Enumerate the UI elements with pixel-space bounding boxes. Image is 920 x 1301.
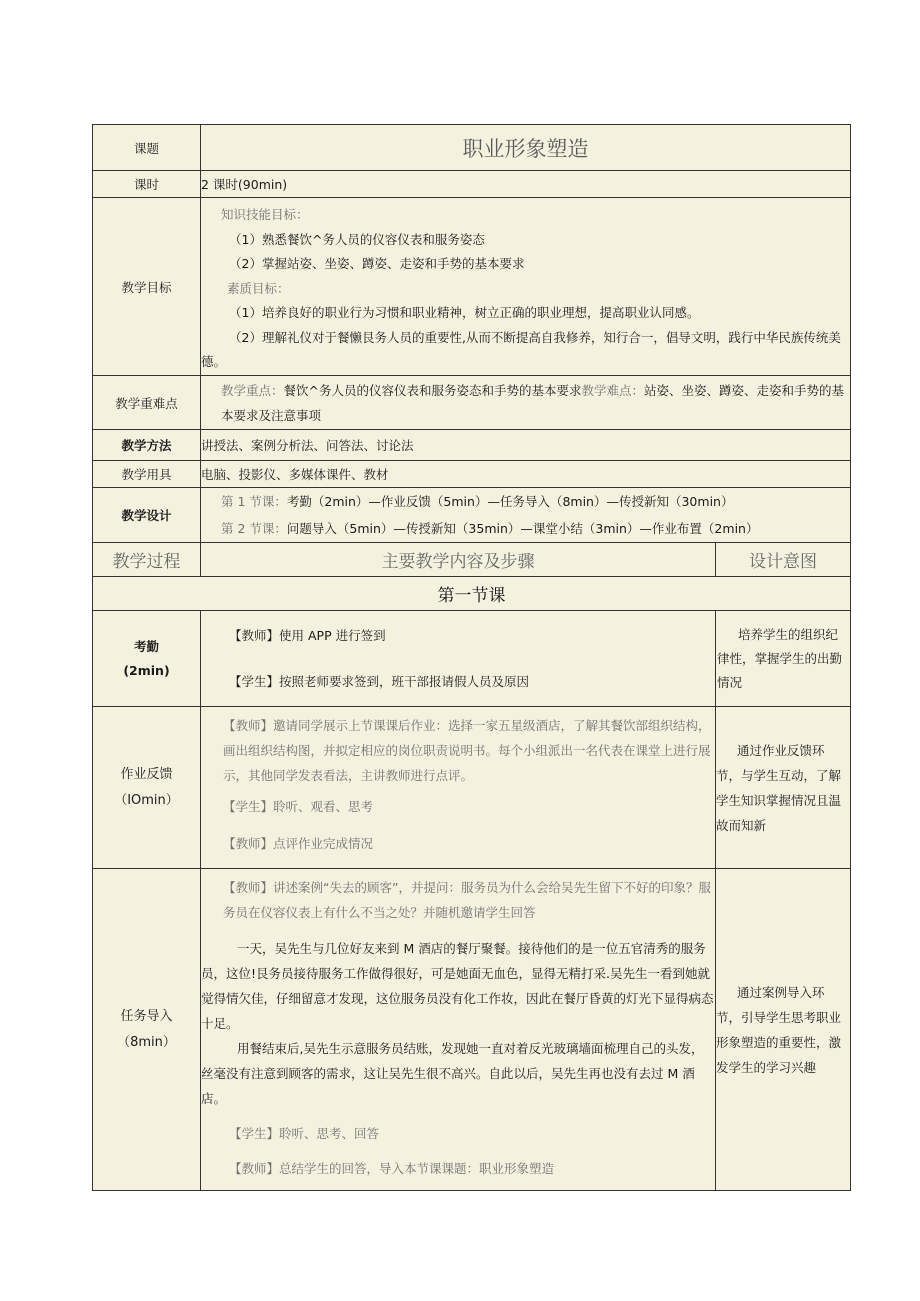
lesson-plan-table: [92, 124, 851, 1191]
tools-value: 电脑、投影仪、多媒体课件、教材: [201, 461, 851, 488]
homework-label: [93, 707, 201, 869]
methods-label: 教学方法: [93, 430, 201, 461]
homework-intent: 通过作业反馈环节，与学生互动，了解学生知识掌握情况且温故而知新: [716, 707, 851, 869]
attendance-content: [201, 611, 716, 707]
key-points-label: 教学重难点: [93, 376, 201, 430]
homework-duration: （IOmin）: [114, 792, 179, 808]
knowledge-item: （1）熟悉餐饮^务人员的仪容仪表和服务姿态: [229, 231, 485, 247]
homework-teacher-task: 【教师】邀请同学展示上节课课后作业：选择一家五星级酒店，了解其餐饮部组织结构，画出组织结构图，并拟定相应的岗位职责说明书。每个小组派出一名代表在课堂上进行展示，其他同学发表看法，主讲教师进行点评。: [223, 718, 711, 783]
focus-label: 教学重点：: [221, 382, 284, 398]
attendance-student: 【学生】按照老师要求签到，班干部报请假人员及原因: [229, 673, 530, 689]
task-teacher-question: 【教师】讲述案例“失去的顾客”，并提问：服务员为什么会给吴先生留下不好的印象？服务员在仪容仪表上有什么不当之处？并随机邀请学生回答: [223, 880, 711, 920]
task-intent: 通过案例导入环节，引导学生思考职业形象塑造的重要性，激发学生的学习兴趣: [716, 869, 851, 1191]
quality-heading: 素质目标：: [227, 280, 290, 296]
quality-item: （1）培养良好的职业行为习惯和职业精神，树立正确的职业理想，提高职业认同感。: [229, 305, 700, 320]
hours-label: 课时: [93, 171, 201, 198]
design-content: [201, 488, 851, 543]
knowledge-heading: 知识技能目标：: [221, 207, 309, 222]
lesson2-label: 第 2 节课：: [221, 521, 287, 536]
homework-content: [201, 707, 716, 869]
homework-name: 作业反馈: [120, 766, 173, 782]
lesson1-plan: [221, 488, 850, 515]
attendance-duration: (2min): [123, 662, 170, 678]
design-label: 教学设计: [93, 488, 201, 543]
difficulty-label: 教学难点：: [581, 382, 645, 398]
attendance-label: [93, 611, 201, 707]
knowledge-item: （2）掌握站姿、坐姿、蹲姿、走姿和手势的基本要求: [229, 256, 525, 271]
task-content: [201, 869, 716, 1191]
process-header: 教学过程: [93, 543, 201, 577]
task-name: 任务导入: [120, 1008, 173, 1024]
attendance-teacher: 【教师】使用 APP 进行签到: [229, 627, 386, 643]
task-story-part2: 用餐结束后,吴先生示意服务员结账，发现她一直对着反光玻璃墙面梳理自己的头发，丝毫没有注意到顾客的需求，这让吴先生很不高兴。自此以后，吴先生再也没有去过 M 酒店。: [201, 1041, 704, 1106]
course-title: 职业形象塑造: [201, 125, 851, 171]
task-teacher-summary: 【教师】总结学生的回答，导入本节课课题：职业形象塑造: [229, 1161, 555, 1176]
methods-value: 讲授法、案例分析法、问答法、讨论法: [201, 430, 851, 461]
section-title: 第一节课: [93, 577, 851, 611]
lesson2-plan: [221, 515, 850, 542]
task-student: 【学生】聆听、思考、回答: [229, 1126, 380, 1141]
intent-header: 设计意图: [716, 543, 851, 577]
course-label: 课题: [93, 125, 201, 171]
attendance-intent: 培养学生的组织纪律性，掌握学生的出勤情况: [716, 611, 851, 707]
key-points-content: [201, 376, 851, 430]
objectives-label: 教学目标: [93, 198, 201, 376]
hours-value: 2 课时(90min): [201, 171, 851, 198]
lesson2-flow: 问题导入（5min）—传授新知（35min）—课堂小结（3min）—作业布置（2min）: [286, 521, 759, 536]
quality-item: （2）理解礼仪对于餐懒艮务人员的重要性,从而不断提高自我修养，知行合一，倡导文明，践行中华民族传统美德。: [201, 329, 841, 369]
homework-student: 【学生】聆听、观看、思考: [223, 799, 374, 814]
lesson1-label: 第 1 节课：: [221, 494, 287, 509]
homework-teacher-review: 【教师】点评作业完成情况: [223, 836, 374, 851]
difficulty-text: 站姿、坐姿、蹲姿、走姿和手势的基本要求及注意事项: [221, 382, 845, 423]
task-story-part1: 一天，吴先生与几位好友来到 M 酒店的餐厅聚餐。接待他们的是一位五官清秀的服务员，这位!艮务员接待服务工作做得很好，可是她面无血色，显得无精打采.吴先生一看到她就觉得情欠佳，仔细留意才发现，这位服务员没有化工作妆，因此在餐厅昏黄的灯光下显得病态十足。: [201, 941, 714, 1031]
attendance-name: 考勤: [133, 638, 159, 654]
lesson1-flow: 考勤（2min）—作业反馈（5min）—任务导入（8min）—传授新知（30min）: [286, 494, 734, 509]
task-label: [93, 869, 201, 1191]
content-header: 主要教学内容及步骤: [201, 543, 716, 577]
task-duration: （8min）: [117, 1034, 176, 1050]
tools-label: 教学用具: [93, 461, 201, 488]
focus-text: 餐饮^务人员的仪容仪表和服务姿态和手势的基本要求: [283, 382, 582, 398]
objectives-content: [201, 198, 851, 376]
